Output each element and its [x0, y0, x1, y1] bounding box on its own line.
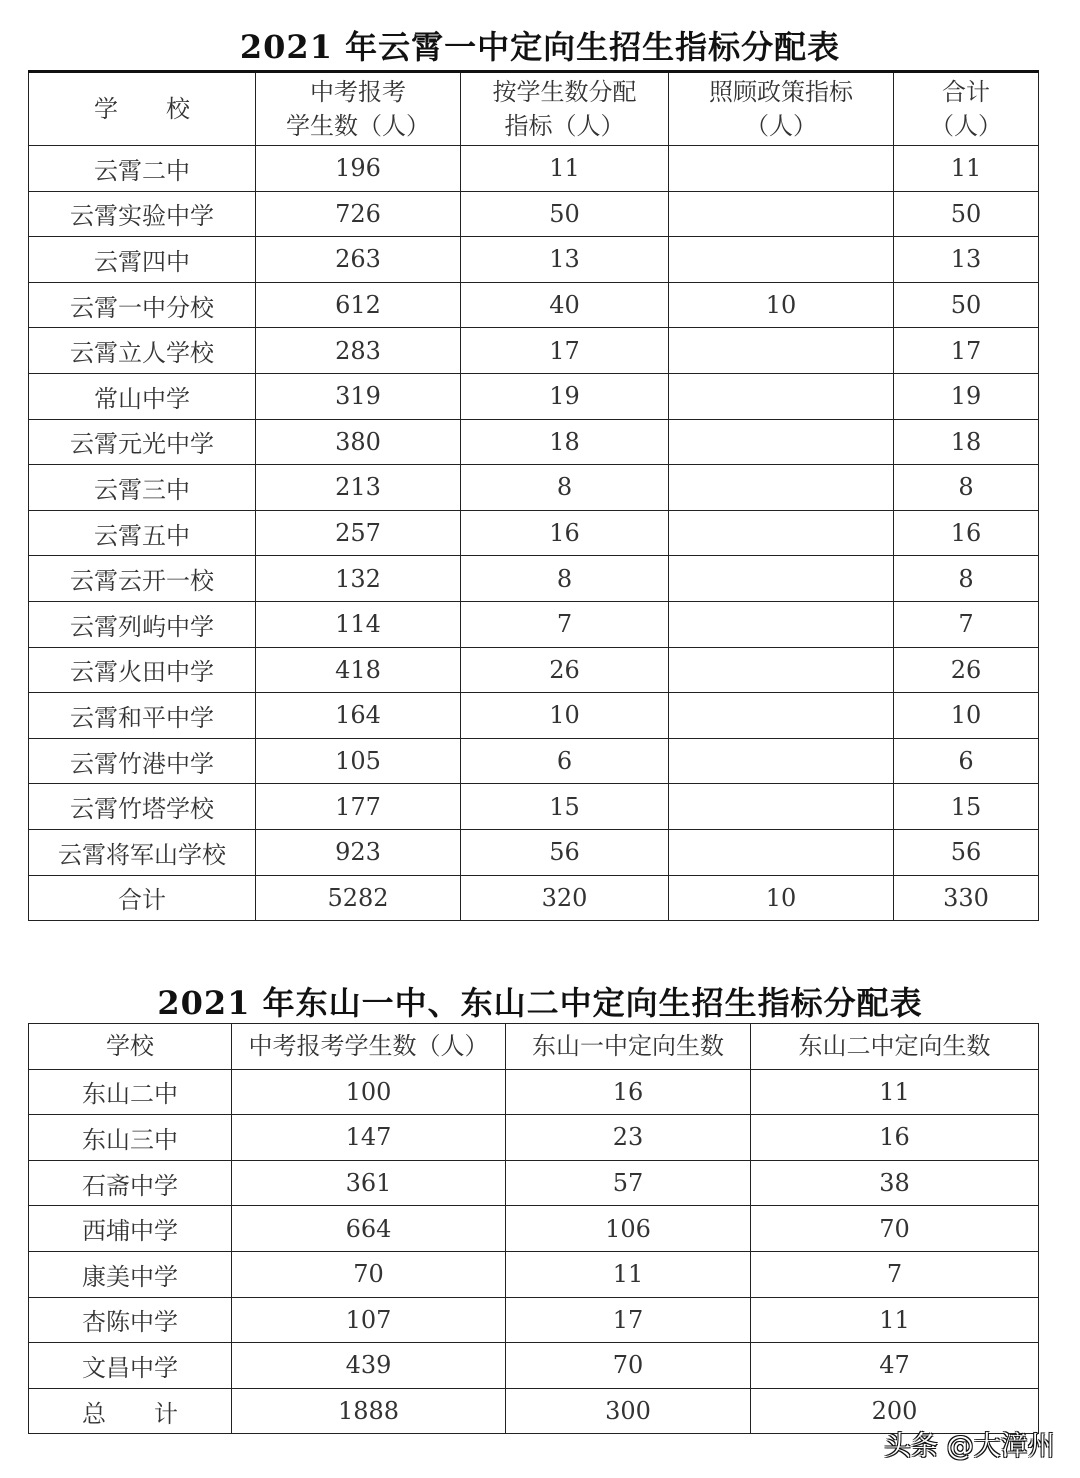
table-cell: 664 [232, 1206, 506, 1252]
table-cell [669, 738, 894, 784]
table-cell: 6 [461, 738, 669, 784]
table-cell: 文昌中学 [29, 1343, 232, 1389]
table-cell: 213 [256, 465, 461, 511]
table-cell: 云霄一中分校 [29, 282, 256, 328]
column-header: 中考报考学生数（人） [232, 1024, 506, 1070]
table-cell: 283 [256, 328, 461, 374]
table-cell: 114 [256, 601, 461, 647]
table-cell: 云霄云开一校 [29, 556, 256, 602]
table-cell: 云霄五中 [29, 510, 256, 556]
table-cell: 10 [669, 875, 894, 921]
table-cell: 70 [751, 1206, 1039, 1252]
table-cell: 132 [256, 556, 461, 602]
column-header: 东山二中定向生数 [751, 1024, 1039, 1070]
table-cell: 云霄和平中学 [29, 693, 256, 739]
column-header [669, 72, 894, 146]
table-row [29, 328, 1039, 374]
column-header [461, 72, 669, 146]
table-cell: 726 [256, 191, 461, 237]
table-cell: 17 [894, 328, 1039, 374]
table-cell: 300 [506, 1388, 751, 1434]
table-cell: 50 [894, 282, 1039, 328]
column-header-line: 按学生数分配 [492, 78, 637, 106]
column-header-line: （人） [930, 112, 1002, 140]
column-header: 东山一中定向生数 [506, 1024, 751, 1070]
table-row [29, 1115, 1039, 1161]
table-cell: 7 [751, 1251, 1039, 1297]
table-cell: 10 [669, 282, 894, 328]
column-header-line: 照顾政策指标 [709, 78, 853, 106]
table-row [29, 146, 1039, 192]
table-cell: 8 [894, 465, 1039, 511]
column-header [894, 72, 1039, 146]
table-cell: 18 [894, 419, 1039, 465]
table-row [29, 693, 1039, 739]
table-row [29, 237, 1039, 283]
table-cell: 11 [751, 1297, 1039, 1343]
table-cell [669, 601, 894, 647]
table-cell: 56 [461, 829, 669, 875]
table-cell: 总 计 [29, 1388, 232, 1434]
table-cell: 38 [751, 1160, 1039, 1206]
table-row [29, 465, 1039, 511]
table-cell: 13 [894, 237, 1039, 283]
table-cell: 常山中学 [29, 373, 256, 419]
table-cell: 147 [232, 1115, 506, 1161]
table-row [29, 1069, 1039, 1115]
table-cell [669, 419, 894, 465]
table-cell: 26 [461, 647, 669, 693]
table-cell [669, 693, 894, 739]
table-cell: 40 [461, 282, 669, 328]
table-cell: 200 [751, 1388, 1039, 1434]
table-row [29, 738, 1039, 784]
table-cell: 16 [751, 1115, 1039, 1161]
yunxiao-allocation-table [28, 70, 1039, 921]
table-cell: 云霄立人学校 [29, 328, 256, 374]
table-cell [669, 146, 894, 192]
table-cell: 云霄二中 [29, 146, 256, 192]
table-cell: 8 [461, 465, 669, 511]
table-cell: 57 [506, 1160, 751, 1206]
table-cell: 196 [256, 146, 461, 192]
table-cell [669, 465, 894, 511]
table-cell [669, 237, 894, 283]
table-cell: 7 [461, 601, 669, 647]
table-cell [669, 510, 894, 556]
table-cell: 1888 [232, 1388, 506, 1434]
table-row [29, 784, 1039, 830]
table-cell: 257 [256, 510, 461, 556]
column-header [256, 72, 461, 146]
table-cell: 19 [461, 373, 669, 419]
table-row [29, 647, 1039, 693]
table-row [29, 556, 1039, 602]
table-cell: 11 [506, 1251, 751, 1297]
column-header-line: 合计 [942, 78, 990, 106]
table-row [29, 1251, 1039, 1297]
table-cell: 8 [894, 556, 1039, 602]
table-cell: 923 [256, 829, 461, 875]
table-cell: 5282 [256, 875, 461, 921]
table-cell [669, 556, 894, 602]
table-row [29, 1297, 1039, 1343]
table-row [29, 1160, 1039, 1206]
table-row [29, 419, 1039, 465]
table-cell: 177 [256, 784, 461, 830]
table-cell: 云霄竹港中学 [29, 738, 256, 784]
table-cell: 7 [894, 601, 1039, 647]
table-cell [669, 328, 894, 374]
table-cell: 云霄三中 [29, 465, 256, 511]
table-cell [669, 373, 894, 419]
table-cell: 17 [506, 1297, 751, 1343]
table-row [29, 191, 1039, 237]
table-cell: 612 [256, 282, 461, 328]
table-cell [669, 191, 894, 237]
column-header-line: 指标（人） [504, 112, 625, 140]
column-header: 学校 [29, 1024, 232, 1070]
table-row [29, 1206, 1039, 1252]
table-cell: 10 [461, 693, 669, 739]
table-cell: 云霄火田中学 [29, 647, 256, 693]
table-cell: 16 [461, 510, 669, 556]
table-cell: 东山三中 [29, 1115, 232, 1161]
table2-title: 2021 年东山一中、东山二中定向生招生指标分配表 [157, 984, 923, 1022]
table-cell: 杏陈中学 [29, 1297, 232, 1343]
table-cell: 418 [256, 647, 461, 693]
column-header-line: （人） [745, 112, 817, 140]
table-cell: 361 [232, 1160, 506, 1206]
table-cell: 云霄元光中学 [29, 419, 256, 465]
table-cell: 439 [232, 1343, 506, 1389]
table-cell: 26 [894, 647, 1039, 693]
table-cell: 100 [232, 1069, 506, 1115]
table-cell: 164 [256, 693, 461, 739]
table-cell: 70 [506, 1343, 751, 1389]
table-cell: 云霄列屿中学 [29, 601, 256, 647]
column-header-line: 学生数（人） [286, 112, 430, 140]
table-cell: 107 [232, 1297, 506, 1343]
table-cell: 56 [894, 829, 1039, 875]
table-row [29, 373, 1039, 419]
table-cell [669, 784, 894, 830]
table-cell: 15 [461, 784, 669, 830]
table-cell: 105 [256, 738, 461, 784]
table-cell: 云霄实验中学 [29, 191, 256, 237]
table-cell [669, 829, 894, 875]
column-header-line: 中考报考 [310, 78, 406, 106]
watermark: 头条 @大漳州 [884, 1431, 1055, 1462]
table-cell: 50 [461, 191, 669, 237]
dongshan-allocation-table [28, 1023, 1039, 1434]
table-cell: 13 [461, 237, 669, 283]
table-row [29, 829, 1039, 875]
table-cell: 17 [461, 328, 669, 374]
table-cell: 19 [894, 373, 1039, 419]
table-cell: 106 [506, 1206, 751, 1252]
column-header [29, 72, 256, 146]
table-cell: 云霄竹塔学校 [29, 784, 256, 830]
table-cell: 合计 [29, 875, 256, 921]
table-cell: 70 [232, 1251, 506, 1297]
table-cell: 18 [461, 419, 669, 465]
table-cell: 47 [751, 1343, 1039, 1389]
table-cell [669, 647, 894, 693]
table-cell: 319 [256, 373, 461, 419]
table-cell: 10 [894, 693, 1039, 739]
table-cell: 云霄四中 [29, 237, 256, 283]
table-row [29, 282, 1039, 328]
column-header-line: 学 校 [94, 95, 190, 123]
table-cell: 11 [461, 146, 669, 192]
table1-title: 2021 年云霄一中定向生招生指标分配表 [239, 28, 841, 66]
table-cell: 11 [751, 1069, 1039, 1115]
table-cell: 380 [256, 419, 461, 465]
table-cell: 东山二中 [29, 1069, 232, 1115]
table-cell: 6 [894, 738, 1039, 784]
table-row [29, 510, 1039, 556]
table-cell: 263 [256, 237, 461, 283]
table-cell: 16 [894, 510, 1039, 556]
table-cell: 云霄将军山学校 [29, 829, 256, 875]
table-cell: 西埔中学 [29, 1206, 232, 1252]
table-row [29, 1343, 1039, 1389]
table-cell: 11 [894, 146, 1039, 192]
table-cell: 50 [894, 191, 1039, 237]
table-cell: 康美中学 [29, 1251, 232, 1297]
table-cell: 330 [894, 875, 1039, 921]
table-cell: 23 [506, 1115, 751, 1161]
table-row [29, 601, 1039, 647]
table-cell: 15 [894, 784, 1039, 830]
table-cell: 8 [461, 556, 669, 602]
table-cell: 320 [461, 875, 669, 921]
table-cell: 石斋中学 [29, 1160, 232, 1206]
table-cell: 16 [506, 1069, 751, 1115]
table-row [29, 875, 1039, 921]
